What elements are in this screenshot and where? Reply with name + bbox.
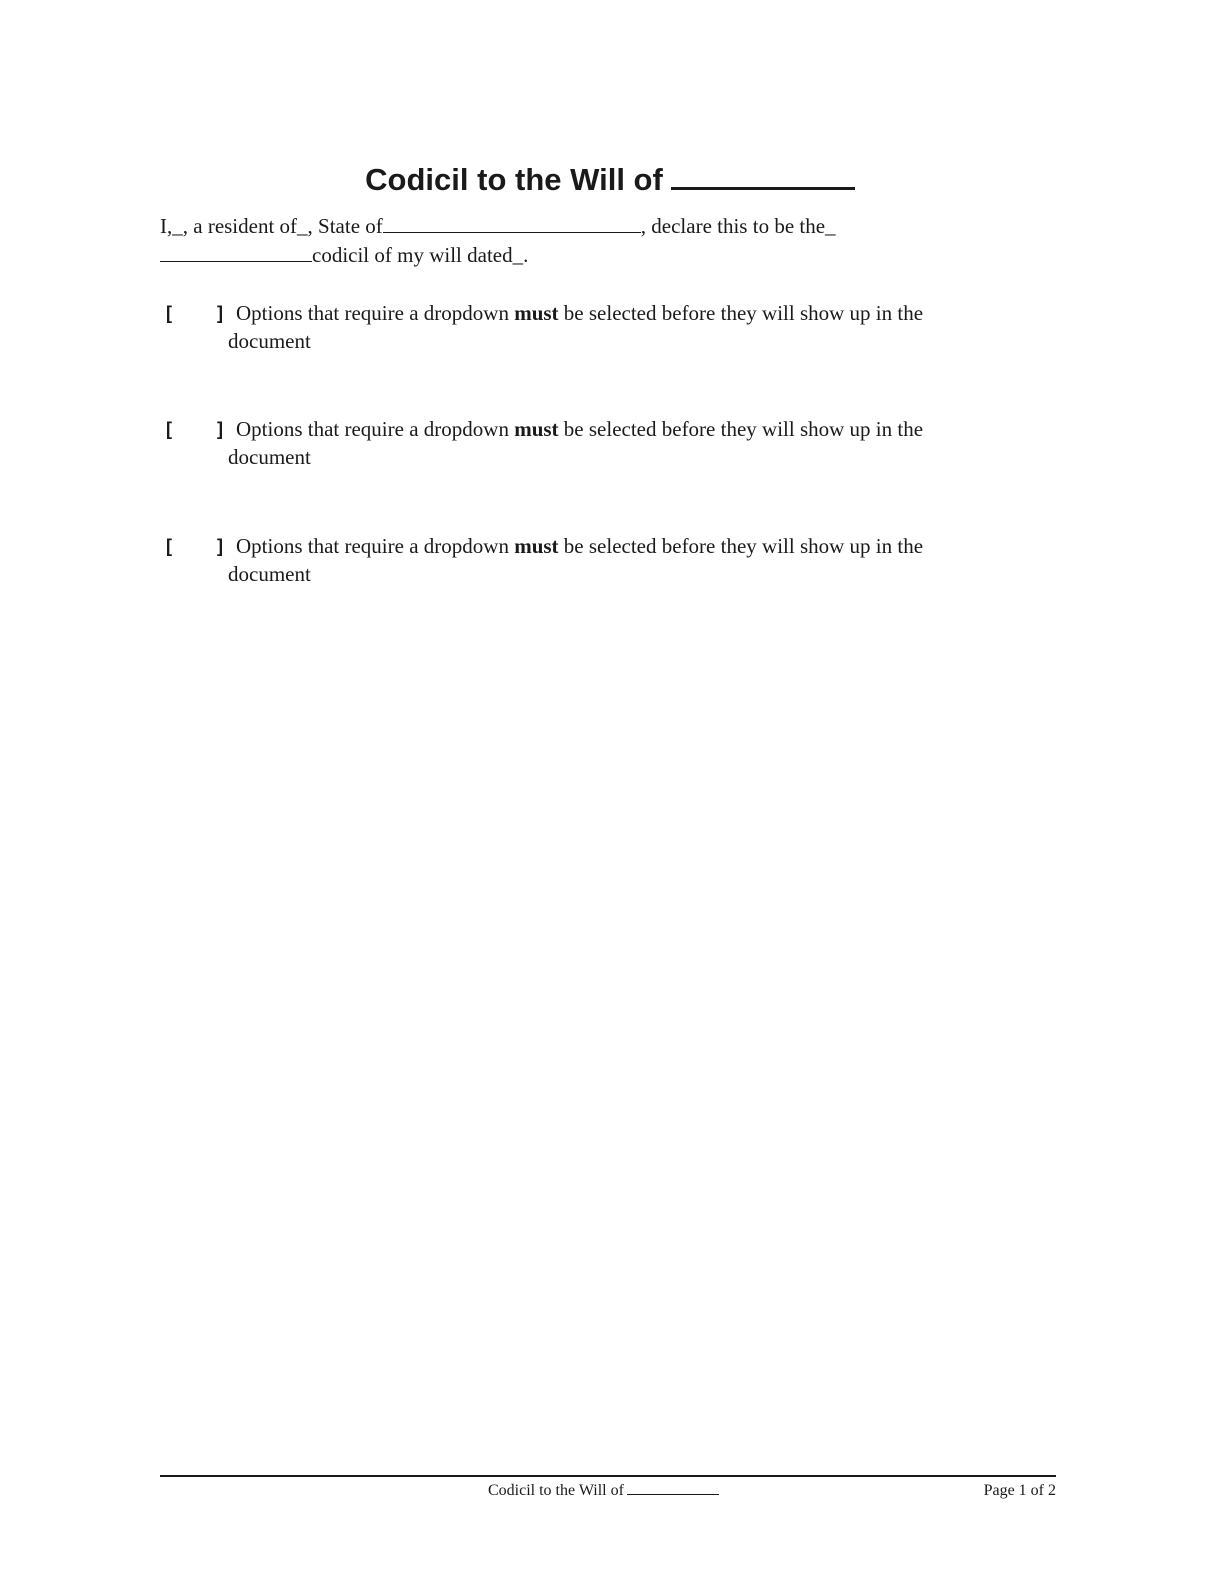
document-title (0, 160, 1220, 200)
option-text-bold: must (514, 301, 559, 325)
title-text: Codicil to the Will of (365, 162, 663, 197)
footer-title (488, 1481, 719, 1501)
footer-title-text: Codicil to the Will of (488, 1482, 624, 1499)
option-item-3 (160, 532, 1020, 588)
option-item-1 (160, 299, 1020, 355)
option-text-part: be selected before they will show up in the (558, 417, 924, 441)
checkbox-open-bracket[interactable]: [ (166, 303, 172, 323)
option-text-line-2: document (228, 445, 311, 469)
option-text-part: Options that require a dropdown (236, 534, 515, 558)
option-text-bold: must (514, 417, 559, 441)
codicil-number-blank[interactable]: _ (825, 214, 836, 238)
title-name-blank[interactable] (671, 186, 855, 190)
will-date-blank[interactable]: _ (512, 243, 524, 267)
option-item-2 (160, 415, 1020, 471)
option-text-part: be selected before they will show up in the (558, 301, 924, 325)
residence-blank[interactable]: _ (297, 214, 308, 238)
option-text-part: Options that require a dropdown (236, 301, 515, 325)
option-text-part: be selected before they will show up in the (558, 534, 924, 558)
checkbox-close-bracket[interactable]: ] (217, 303, 223, 323)
checkbox-open-bracket[interactable]: [ (166, 536, 172, 556)
declaration-line-2 (160, 241, 1020, 270)
option-text-line-2: document (228, 562, 311, 586)
state-blank[interactable] (383, 231, 641, 233)
checkbox-close-bracket[interactable]: ] (217, 536, 223, 556)
declaration-paragraph (160, 212, 1020, 270)
option-text (236, 299, 1020, 327)
option-text-line-2: document (228, 329, 311, 353)
option-text (236, 532, 1020, 560)
declaration-text: , State of (307, 214, 383, 238)
checkbox-open-bracket[interactable]: [ (166, 419, 172, 439)
codicil-ordinal-blank[interactable] (160, 260, 312, 262)
declaration-text: , a resident of (182, 214, 298, 238)
declaration-text: I, (160, 214, 173, 238)
declaration-text: . (523, 243, 529, 267)
checkbox-close-bracket[interactable]: ] (217, 419, 223, 439)
declaration-text: , declare this to be the (640, 214, 826, 238)
option-text (236, 415, 1020, 443)
declaration-text: codicil of my will dated (312, 243, 513, 267)
footer-name-blank (627, 1493, 719, 1495)
footer-divider (160, 1475, 1056, 1477)
option-text-bold: must (514, 534, 559, 558)
testator-name-blank[interactable]: _ (172, 214, 183, 238)
declaration-line-1 (160, 212, 1020, 241)
page-number: Page 1 of 2 (983, 1482, 1056, 1499)
option-text-part: Options that require a dropdown (236, 417, 515, 441)
